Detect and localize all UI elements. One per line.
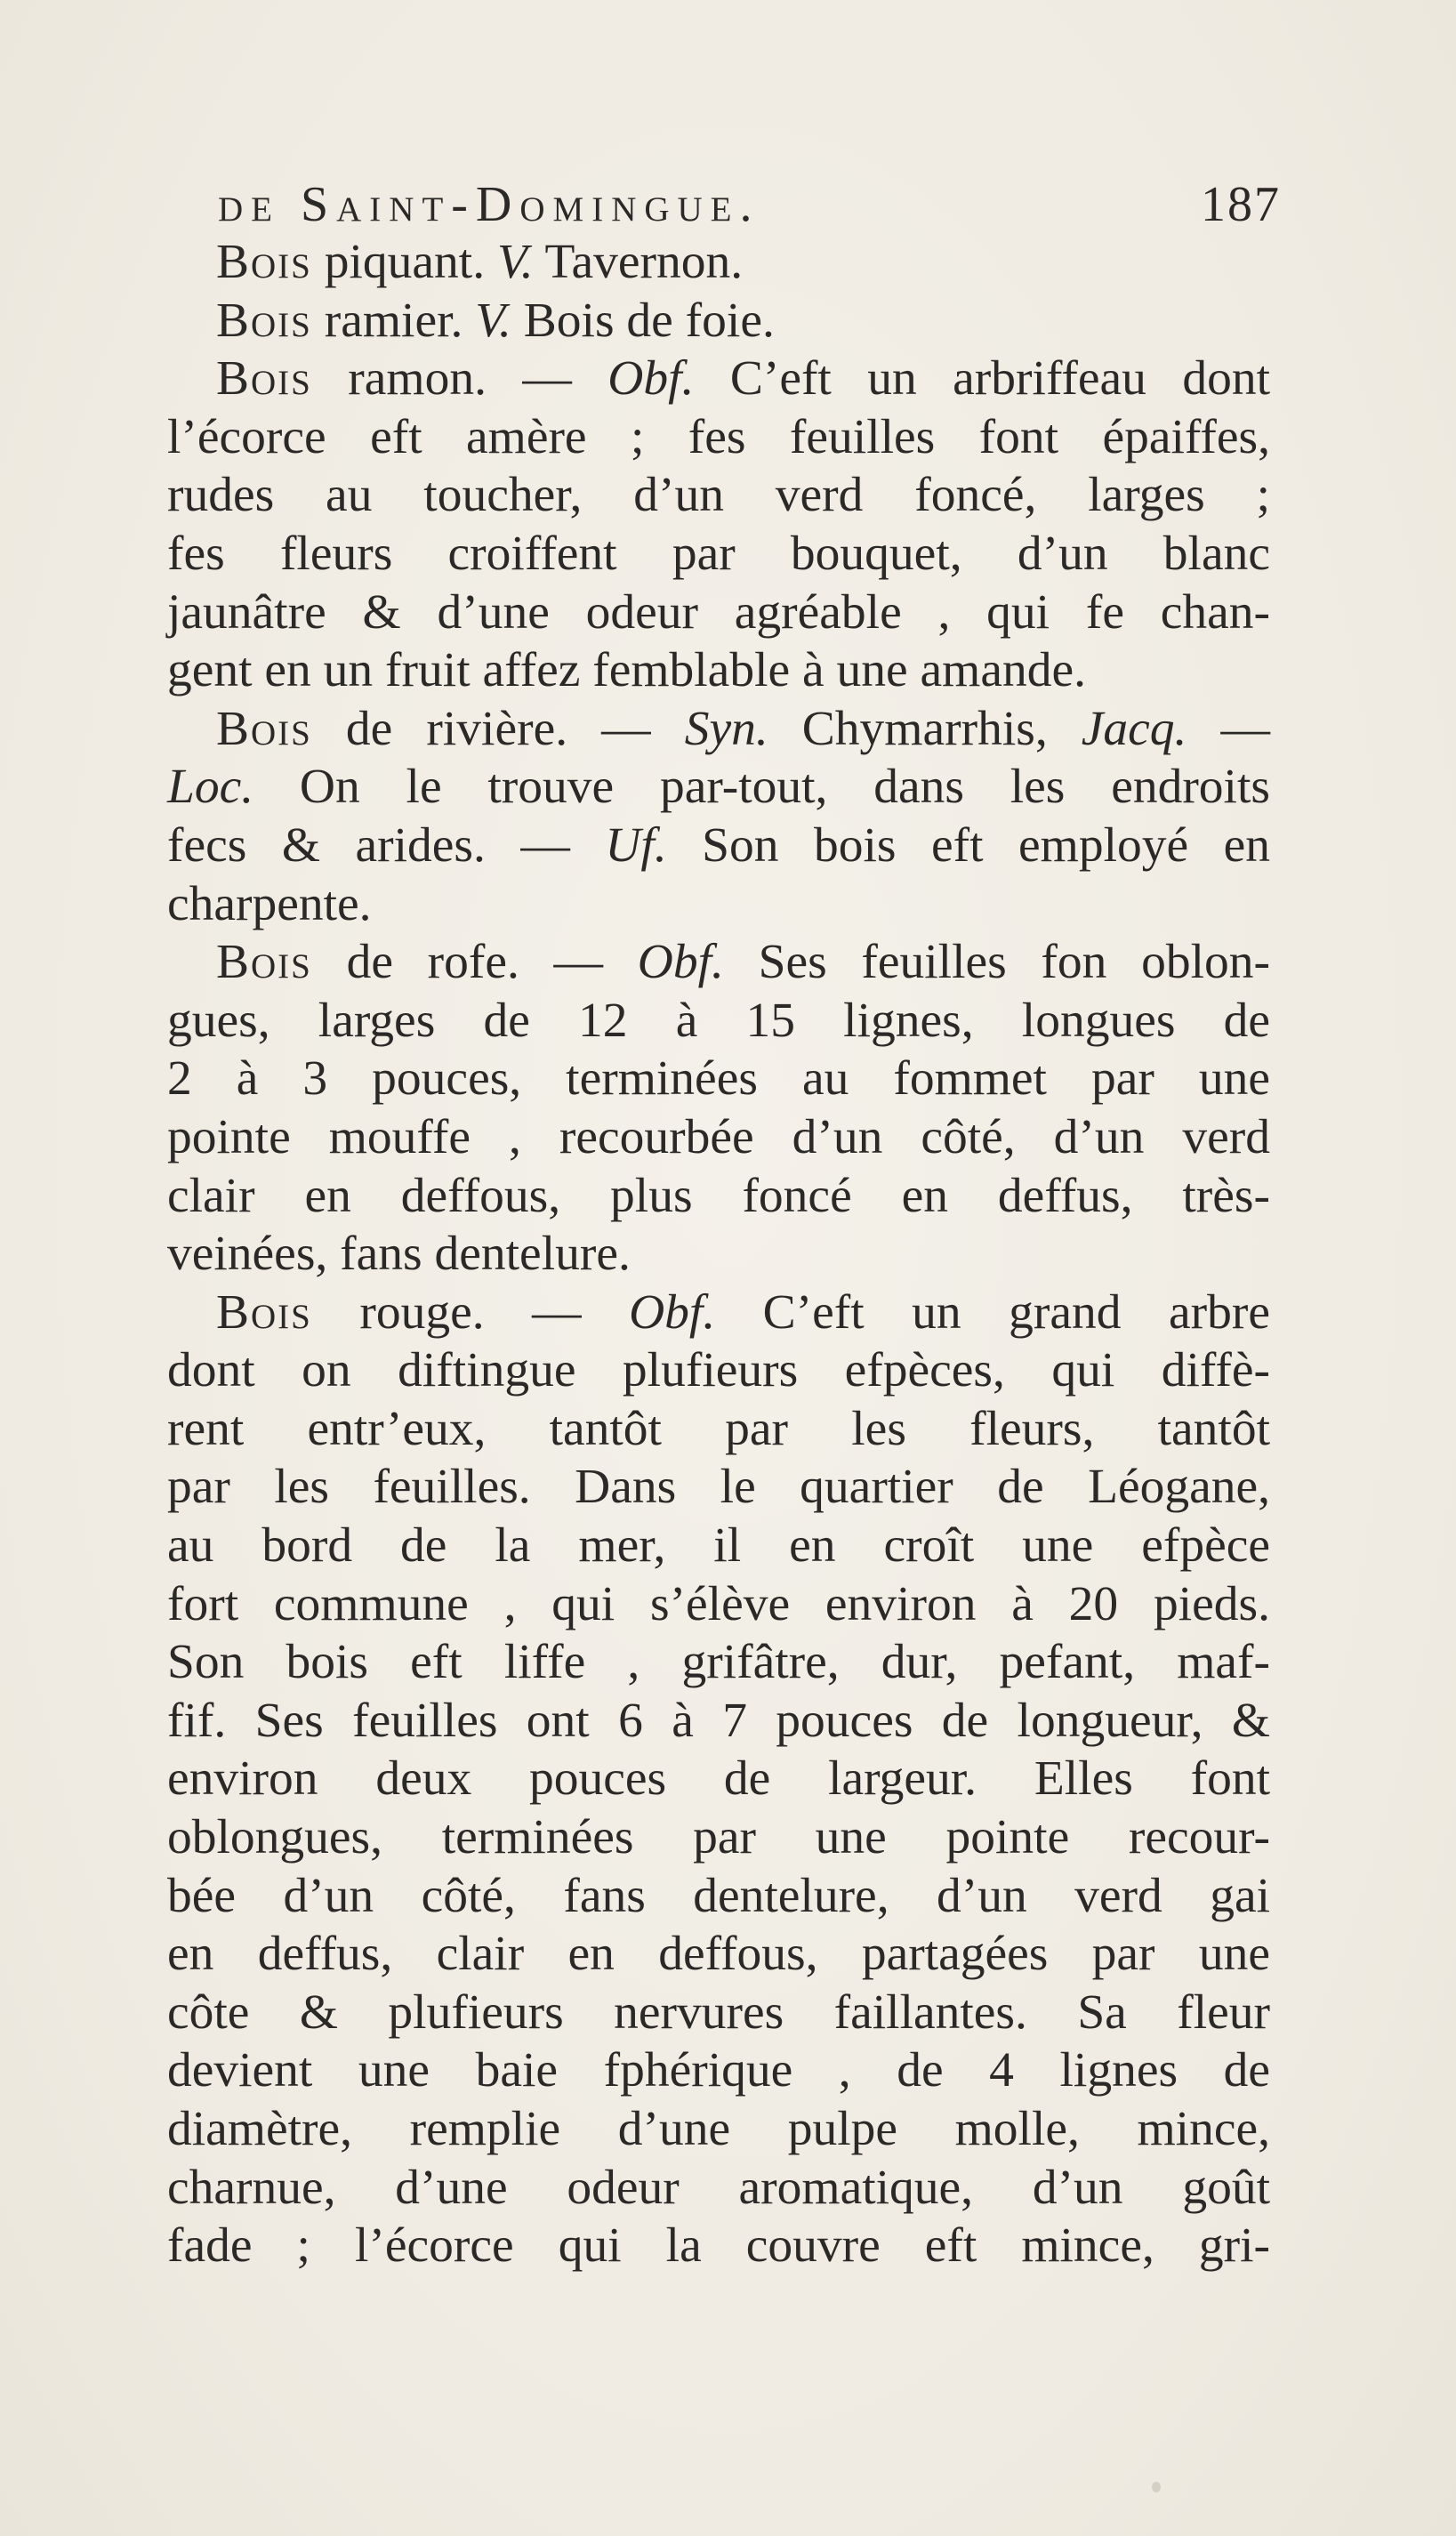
text-run: rudes au toucher, d’un verd foncé, larges ; bbox=[167, 468, 1270, 523]
text-run: piquant. bbox=[311, 235, 497, 289]
text-line bbox=[167, 2217, 1270, 2275]
text-run: Son bois eft liffe , grifâtre, dur, pefant, maf- bbox=[167, 1635, 1270, 1690]
text-line bbox=[167, 641, 1270, 700]
entry-headword: Bois bbox=[216, 1284, 312, 1340]
italic-abbreviation: V. bbox=[475, 293, 511, 348]
text-line bbox=[167, 525, 1270, 584]
glossary-entry bbox=[167, 350, 1270, 700]
text-run: C’eft un arbriffeau dont bbox=[694, 351, 1270, 407]
text-run: veinées, fans dentelure. bbox=[167, 1227, 631, 1282]
glossary-entry bbox=[167, 933, 1270, 1284]
text-run: jaunâtre & d’une odeur agréable , qui fe chan- bbox=[167, 584, 1270, 640]
entry-headword: Bois bbox=[216, 935, 312, 990]
text-line bbox=[167, 1108, 1270, 1167]
text-line bbox=[167, 1517, 1270, 1575]
text-run: Chymarrhis, bbox=[768, 701, 1082, 756]
text-line bbox=[167, 875, 1270, 934]
text-line bbox=[167, 700, 1270, 759]
text-line bbox=[167, 1341, 1270, 1400]
italic-abbreviation: Uf. bbox=[605, 817, 667, 873]
text-run: de rofe. — bbox=[311, 935, 638, 990]
text-run: rouge. — bbox=[311, 1284, 630, 1340]
text-line bbox=[167, 1750, 1270, 1808]
text-line bbox=[167, 1925, 1270, 1984]
entry-headword: Bois bbox=[216, 351, 312, 407]
text-line bbox=[167, 1808, 1270, 1867]
text-run: Son bois eft employé en bbox=[666, 817, 1270, 873]
text-run: rent entr’eux, tantôt par les fleurs, tantôt bbox=[167, 1401, 1270, 1456]
text-run: On le trouve par-tout, dans les endroits bbox=[253, 760, 1270, 815]
text-run: dont on diftingue plufieurs efpèces, qui diffè- bbox=[167, 1343, 1270, 1398]
italic-abbreviation: Obf. bbox=[637, 935, 724, 990]
text-run: C’eft un grand arbre bbox=[715, 1284, 1270, 1340]
running-title: de Saint-Domingue. bbox=[218, 177, 760, 232]
text-run: ramon. — bbox=[311, 351, 608, 407]
text-run: environ deux pouces de largeur. Elles font bbox=[167, 1751, 1270, 1807]
text-run: clair en deffous, plus foncé en deffus, très- bbox=[167, 1168, 1270, 1223]
text-run: côte & plufieurs nervures faillantes. Sa fleur bbox=[167, 1985, 1270, 2040]
text-line bbox=[167, 1284, 1270, 1342]
text-line bbox=[167, 1867, 1270, 1926]
text-run: Bois de foie. bbox=[511, 293, 775, 348]
text-line bbox=[167, 2041, 1270, 2100]
text-line bbox=[167, 350, 1270, 408]
text-line bbox=[167, 1458, 1270, 1517]
italic-abbreviation: V. bbox=[496, 235, 534, 289]
text-line bbox=[167, 1400, 1270, 1459]
glossary-entry bbox=[167, 700, 1270, 933]
text-line bbox=[167, 1633, 1270, 1692]
entry-headword: Bois bbox=[216, 235, 312, 289]
paper-speck bbox=[1152, 2482, 1161, 2492]
text-line bbox=[167, 1167, 1270, 1226]
text-run: en deffus, clair en deffous, partagées par une bbox=[167, 1927, 1270, 1982]
text-line bbox=[167, 817, 1270, 875]
text-run: par les feuilles. Dans le quartier de Léogane, bbox=[167, 1460, 1270, 1515]
text-run: de rivière. — bbox=[311, 701, 685, 756]
text-line bbox=[167, 933, 1270, 992]
text-run: charnue, d’une odeur aromatique, d’un goût bbox=[167, 2160, 1270, 2215]
text-line bbox=[167, 1575, 1270, 1634]
text-run: fif. Ses feuilles ont 6 à 7 pouces de longueur, & bbox=[167, 1693, 1270, 1748]
text-run: au bord de la mer, il en croît une efpèce bbox=[167, 1518, 1270, 1574]
page-number: 187 bbox=[1201, 177, 1281, 232]
text-run: pointe mouffe , recourbée d’un côté, d’un verd bbox=[167, 1109, 1270, 1164]
text-run: fort commune , qui s’élève environ à 20 pieds. bbox=[167, 1576, 1270, 1631]
italic-abbreviation: Jacq. bbox=[1081, 701, 1187, 756]
text-run: devient une baie fphérique , de 4 lignes de bbox=[167, 2043, 1270, 2098]
page-header bbox=[218, 176, 1281, 238]
entry-headword: Bois bbox=[216, 701, 312, 756]
text-run: fade ; l’écorce qui la couvre eft mince, gri- bbox=[167, 2218, 1270, 2274]
text-line bbox=[167, 408, 1270, 467]
text-line bbox=[167, 466, 1270, 525]
text-run: — bbox=[1187, 701, 1270, 756]
text-line bbox=[167, 1050, 1270, 1108]
text-run: Tavernon. bbox=[533, 235, 744, 289]
text-line bbox=[167, 584, 1270, 642]
text-run: Ses feuilles fon oblon- bbox=[723, 935, 1271, 990]
text-run: bée d’un côté, fans dentelure, d’un verd gai bbox=[167, 1868, 1270, 1923]
glossary-entry bbox=[167, 1284, 1270, 2275]
italic-abbreviation: Obf. bbox=[607, 351, 695, 407]
text-run: ramier. bbox=[311, 293, 476, 348]
text-line bbox=[167, 2100, 1270, 2159]
text-run: oblongues, terminées par une pointe recour- bbox=[167, 1810, 1270, 1865]
text-run: l’écorce eft amère ; fes feuilles font épaiffes, bbox=[167, 409, 1270, 464]
text-run: 2 à 3 pouces, terminées au fommet par une bbox=[167, 1051, 1270, 1107]
text-run: fecs & arides. — bbox=[167, 817, 606, 873]
text-line bbox=[167, 992, 1270, 1051]
entry-headword: Bois bbox=[216, 293, 312, 348]
italic-abbreviation: Syn. bbox=[684, 701, 768, 756]
text-run: gues, larges de 12 à 15 lignes, longues de bbox=[167, 993, 1270, 1048]
text-line bbox=[167, 2159, 1270, 2218]
glossary-entry bbox=[167, 233, 1270, 292]
text-line bbox=[167, 292, 1270, 350]
text-line bbox=[167, 1692, 1270, 1751]
italic-abbreviation: Obf. bbox=[629, 1284, 716, 1340]
text-run: fes fleurs croiffent par bouquet, d’un blanc bbox=[167, 526, 1270, 581]
body-text bbox=[167, 233, 1270, 2275]
text-line bbox=[167, 233, 1270, 292]
text-run: diamètre, remplie d’une pulpe molle, mince, bbox=[167, 2102, 1270, 2156]
text-run: charpente. bbox=[167, 876, 372, 931]
text-line bbox=[167, 1984, 1270, 2042]
glossary-entry bbox=[167, 292, 1270, 350]
text-line bbox=[167, 758, 1270, 817]
italic-abbreviation: Loc. bbox=[167, 760, 254, 815]
text-line bbox=[167, 1225, 1270, 1284]
text-run: gent en un fruit affez femblable à une amande. bbox=[167, 643, 1086, 698]
